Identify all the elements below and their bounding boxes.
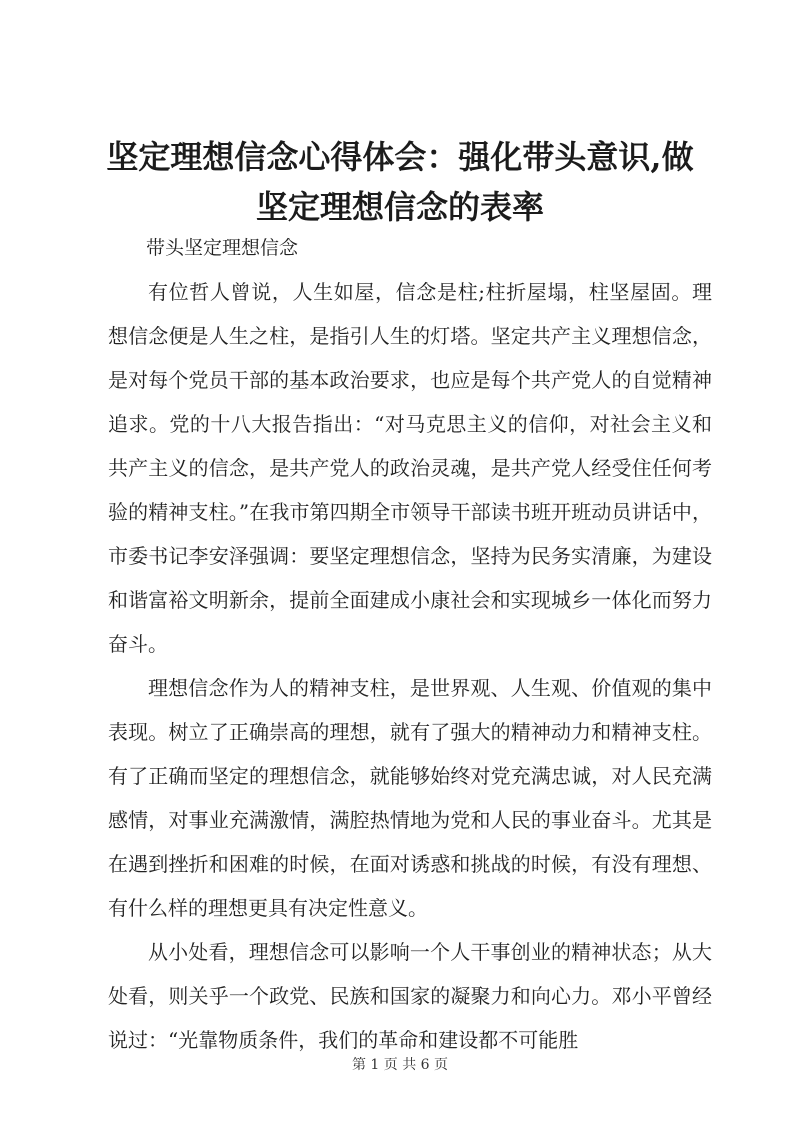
page-number-label: 第 1 页 共 6 页 — [351, 1057, 449, 1073]
section-heading: 带头坚定理想信念 — [146, 237, 299, 259]
document-body — [108, 226, 712, 1062]
document-title: 坚定理想信念心得体会：强化带头意识,做坚定理想信念的表率 — [106, 138, 694, 226]
page-footer — [0, 1054, 800, 1074]
paragraph-3: 从小处看，理想信念可以影响一个人干事创业的精神状态；从大处看，则关乎一个政党、民族和国家的凝聚力和向心力。邓小平曾经说过：“光靠物质条件，我们的革命和建设都不可能胜 — [108, 940, 712, 1052]
paragraph-2: 理想信念作为人的精神支柱，是世界观、人生观、价值观的集中表现。树立了正确崇高的理想，就有了强大的精神动力和精神支柱。有了正确而坚定的理想信念，就能够始终对党充满忠诚，对人民充满感情，对事业充满激情，满腔热情地为党和人民的事业奋斗。尤其是在遇到挫折和困难的时候，在面对诱惑和挑战的时候，有没有理想、有什么样的理想更具有决定性意义。 — [108, 676, 712, 920]
paragraph-1: 有位哲人曾说，人生如屋，信念是柱;柱折屋塌，柱坚屋固。理想信念便是人生之柱，是指引人生的灯塔。坚定共产主义理想信念，是对每个党员干部的基本政治要求，也应是每个共产党人的自觉精神追求。党的十八大报告指出：“对马克思主义的信仰，对社会主义和共产主义的信念，是共产党人的政治灵魂，是共产党人经受住任何考验的精神支柱。”在我市第四期全市领导干部读书班开班动员讲话中，市委书记李安泽强调：要坚定理想信念，坚持为民务实清廉，为建设和谐富裕文明新余，提前全面建成小康社会和实现城乡一体化而努力奋斗。 — [108, 280, 712, 656]
